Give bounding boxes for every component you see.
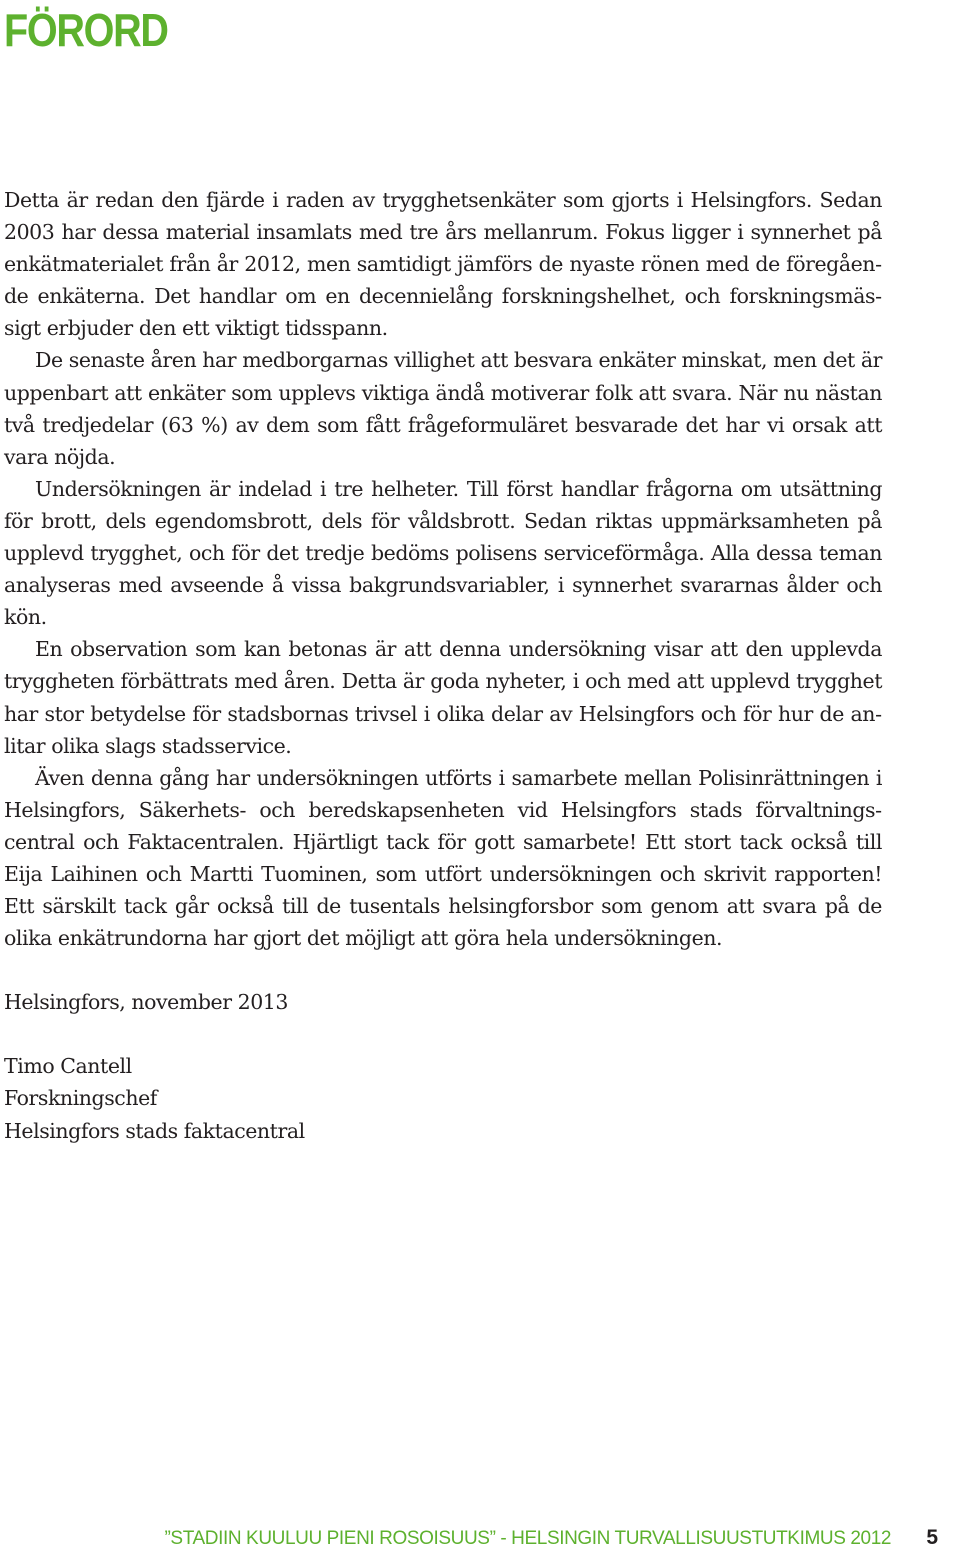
signer-role: Forskningschef xyxy=(4,1086,157,1111)
page-footer xyxy=(165,1526,939,1551)
paragraph-1: Detta är redan den fjärde i raden av trygghetsenkäter som gjorts i Helsingfors. Sedan 2003 har dessa material insamlats med tre års mellanrum. Fokus ligger i synnerhet på enkätmaterialet från år 2012, men samtidigt jämförs de nyaste rönen med de föregående enkäterna. Det handlar om en decennielång forskningshelhet, och forskningsmässigt erbjuder den ett viktigt tidsspann. xyxy=(4,188,882,341)
paragraph-3: Undersökningen är indelad i tre helheter. Till först handlar frågorna om utsättning för brott, dels egendomsbrott, dels för våldsbrott. Sedan riktas uppmärksamheten på upplevd trygghet, och för det tredje bedöms polisens serviceförmåga. Alla dessa teman analyseras med avseende å vissa bakgrundsvariabler, i synnerhet svararnas ålder och kön. xyxy=(4,476,882,630)
signer-name: Timo Cantell xyxy=(4,1054,132,1079)
place-date: Helsingfors, november 2013 xyxy=(4,990,288,1015)
signer-organization: Helsingfors stads faktacentral xyxy=(4,1118,305,1143)
paragraph-2: De senaste åren har medborgarnas villighet att besvara enkäter minskat, men det är uppenbart att enkäter som upplevs viktiga ändå motiverar folk att svara. När nu nästan två tredjedelar (63 %) av dem som fått frågeformuläret besvarade det har vi orsak att vara nöjda. xyxy=(4,348,882,469)
page-number: 5 xyxy=(926,1526,938,1549)
publication-title: ”STADIIN KUULUU PIENI ROSOISUUS” - HELSINGIN TURVALLISUUSTUTKIMUS 2012 xyxy=(164,1528,892,1549)
page-title: FÖRORD xyxy=(4,4,168,56)
foreword-body xyxy=(4,184,882,1147)
paragraph-4: En observation som kan betonas är att denna undersökning visar att den upplevda tryggheten förbättrats med åren. Detta är goda nyheter, i och med att upplevd trygghet har stor betydelse för stadsbornas trivsel i olika delar av Helsingfors och för hur de anlitar olika slags stadsservice. xyxy=(4,637,882,758)
paragraph-5: Även denna gång har undersökningen utförts i samarbete mellan Polisinrättningen i Helsingfors, Säkerhets- och beredskapsenheten vid Helsingfors stads förvaltningscentral och Faktacentralen. Hjärtligt tack för gott samarbete! Ett stort tack också till Eija Laihinen och Martti Tuominen, som utfört undersökningen och skrivit rapporten! Ett särskilt tack går också till de tusentals helsingforsbor som genom att svara på de olika enkätrundorna har gjort det möjligt att göra hela undersökningen. xyxy=(4,765,882,951)
signature-block xyxy=(4,1050,882,1146)
